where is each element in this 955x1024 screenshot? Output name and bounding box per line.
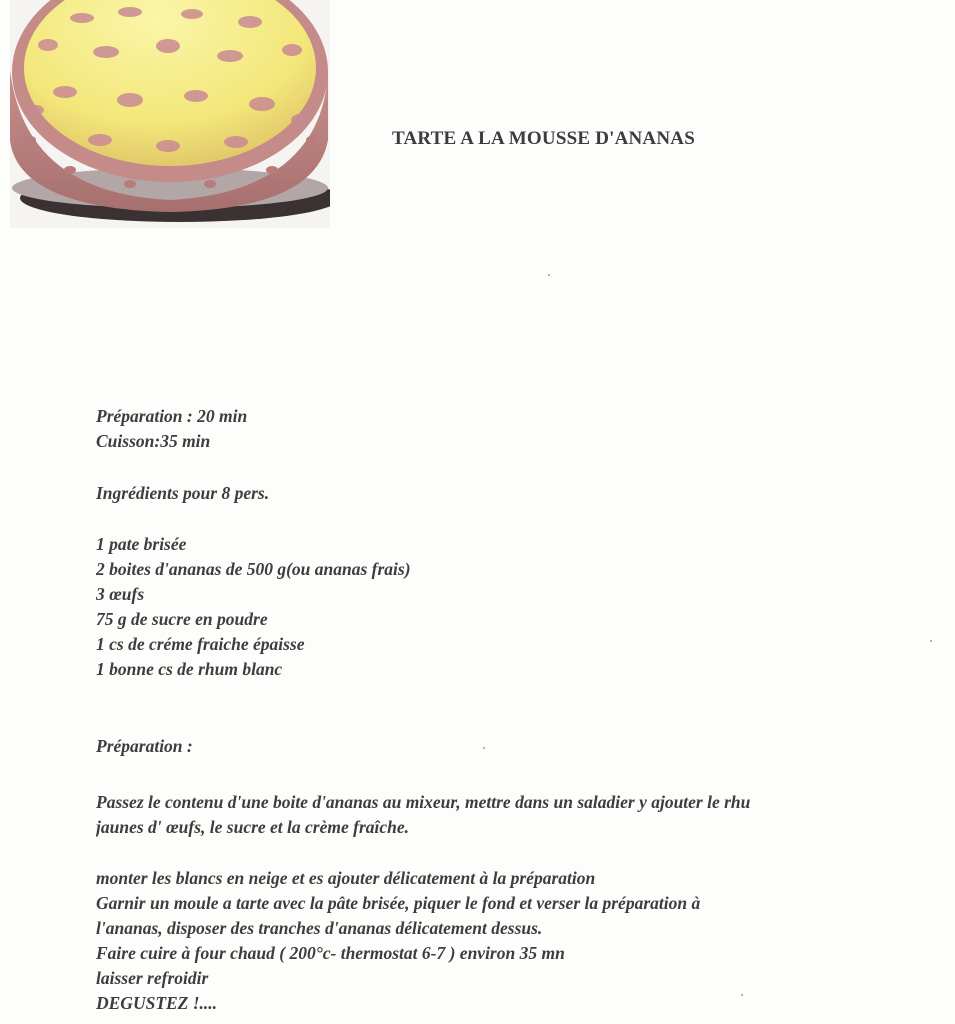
ingredient-item: 75 g de sucre en poudre [96, 609, 268, 629]
prep-time: Préparation : 20 min [96, 406, 248, 426]
step-line: Garnir un moule a tarte avec la pâte brisée, piquer le fond et verser la préparation à [96, 893, 701, 913]
ingredient-item: 2 boites d'ananas de 500 g(ou ananas frais) [96, 559, 411, 579]
step-line: DEGUSTEZ !.... [96, 993, 218, 1013]
scan-speck [930, 640, 932, 642]
scan-speck [548, 274, 550, 276]
steps-heading [96, 734, 951, 759]
ingredients-title: Ingrédients pour 8 pers. [96, 483, 270, 503]
step-line: l'ananas, disposer des tranches d'ananas délicatement dessus. [96, 918, 543, 938]
step-paragraph-2 [96, 866, 951, 1016]
ingredient-item: 3 œufs [96, 584, 145, 604]
cook-time: Cuisson:35 min [96, 431, 211, 451]
recipe-times [96, 404, 951, 454]
scan-speck [741, 994, 743, 996]
steps-title: Préparation : [96, 736, 193, 756]
step-paragraph-1 [96, 790, 951, 840]
ingredients-heading [96, 481, 951, 506]
pineapple-mousse-tart-photo-icon [10, 0, 330, 228]
ingredient-item: 1 cs de créme fraiche épaisse [96, 634, 305, 654]
step-line: jaunes d' œufs, le sucre et la crème fraîche. [96, 817, 410, 837]
tart-photo [10, 0, 330, 228]
step-line: laisser refroidir [96, 968, 209, 988]
ingredient-item: 1 bonne cs de rhum blanc [96, 659, 283, 679]
scan-speck [483, 747, 485, 749]
ingredients-list [96, 532, 951, 682]
step-line: Passez le contenu d'une boite d'ananas au mixeur, mettre dans un saladier y ajouter le rhu [96, 792, 751, 812]
recipe-title: TARTE A LA MOUSSE D'ANANAS [392, 128, 695, 149]
ingredient-item: 1 pate brisée [96, 534, 187, 554]
step-line: monter les blancs en neige et es ajouter délicatement à la préparation [96, 868, 596, 888]
step-line: Faire cuire à four chaud ( 200°c- thermostat 6-7 ) environ 35 mn [96, 943, 565, 963]
